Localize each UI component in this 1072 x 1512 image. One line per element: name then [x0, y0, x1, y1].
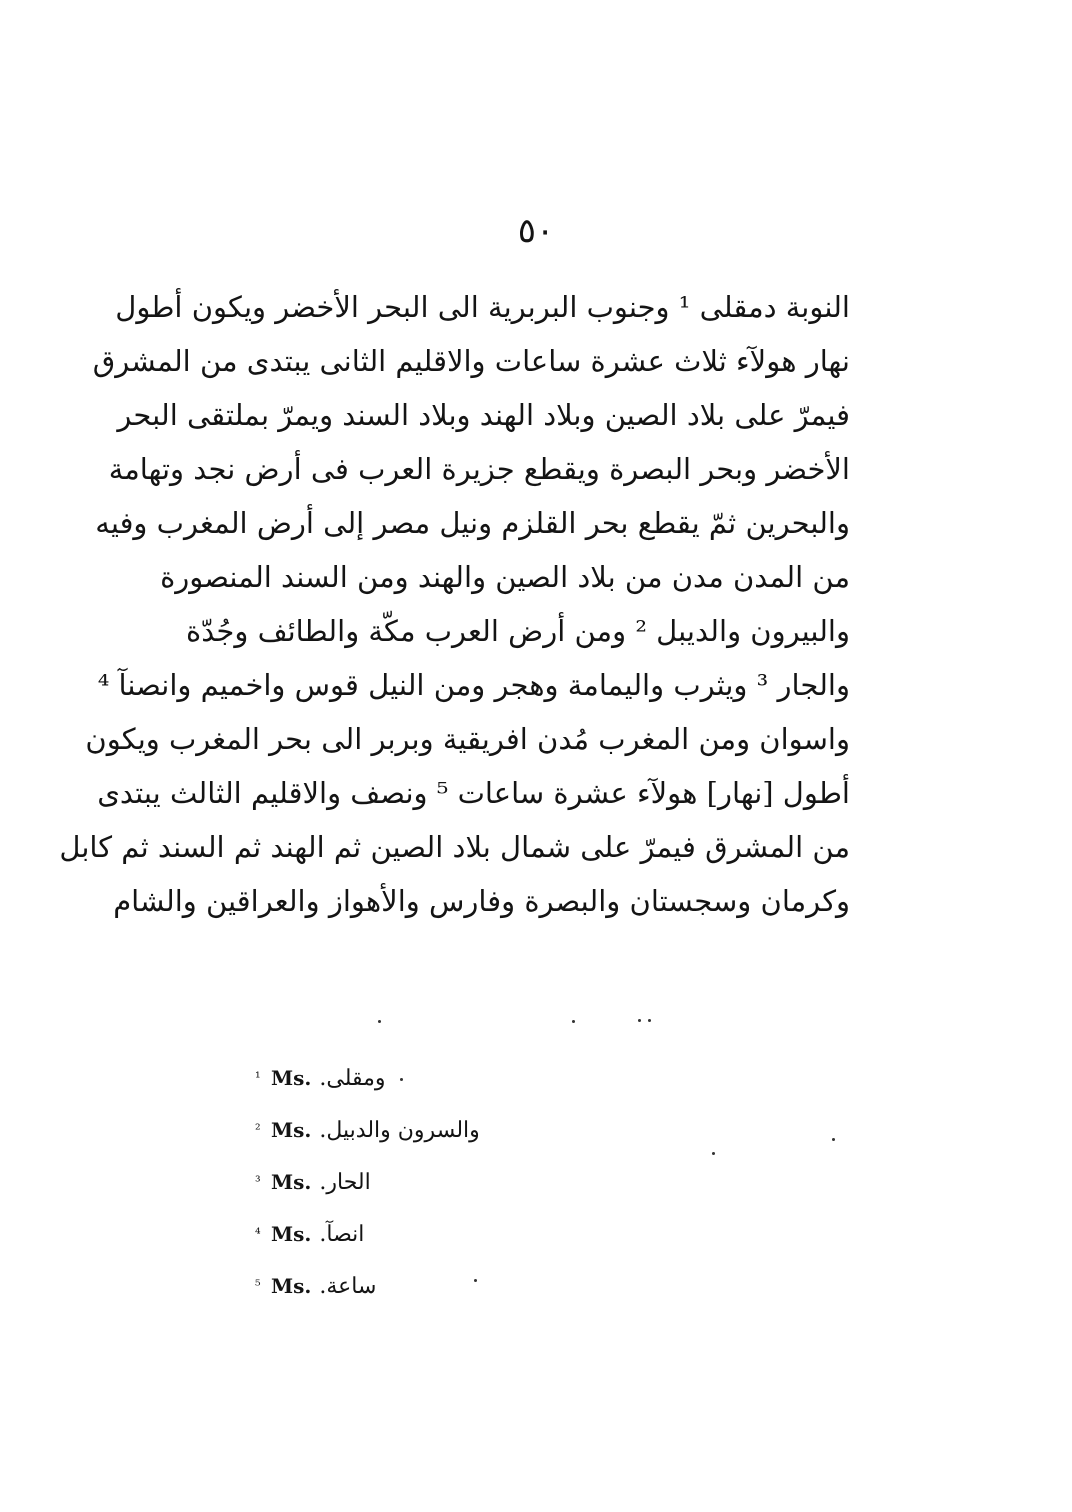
scan-speck	[400, 1078, 403, 1081]
text-line: من المشرق فيمرّ على شمال بلاد الصين ثم الهند ثم السند ثم كابل	[59, 830, 850, 864]
footnote-mark: ²	[255, 1122, 261, 1138]
footnote-text: الحار.	[319, 1169, 371, 1195]
footnote	[255, 1156, 655, 1208]
footnote	[255, 1260, 655, 1312]
scan-speck	[832, 1138, 835, 1141]
scan-speck	[712, 1152, 715, 1155]
footnote-text: والسرون والدبيل.	[319, 1117, 480, 1143]
footnote-mark: ⁵	[255, 1278, 261, 1294]
footnote-mark: ⁴	[255, 1226, 261, 1242]
footnote-ms-label: Ms.	[271, 1274, 312, 1298]
footnote-ms-label: Ms.	[271, 1222, 312, 1246]
footnote	[255, 1104, 655, 1156]
footnote-text: ومقلى.	[319, 1065, 386, 1091]
text-line: واسوان ومن المغرب مُدن افريقية وبربر الى بحر المغرب ويكون	[85, 722, 850, 756]
text-line: والبحرين ثمّ يقطع بحر القلزم ونيل مصر إلى أرض المغرب وفيه	[95, 506, 850, 540]
arabic-body-text	[59, 280, 850, 928]
text-line: الأخضر وبحر البصرة ويقطع جزيرة العرب فى أرض نجد وتهامة	[108, 452, 850, 486]
footnote-mark: ³	[255, 1174, 261, 1190]
text-line: والبيرون والديبل ² ومن أرض العرب مكّة والطائف وجُدّة	[186, 614, 850, 648]
scan-speck	[638, 1019, 641, 1022]
footnote-text: انصآ.	[319, 1221, 365, 1247]
scan-speck	[474, 1279, 477, 1282]
footnote-ms-label: Ms.	[271, 1066, 312, 1090]
text-line: وكرمان وسجستان والبصرة وفارس والأهواز والعراقين والشام	[113, 884, 850, 918]
footnote-ms-label: Ms.	[271, 1170, 312, 1194]
footnote-text: ساعة.	[319, 1273, 377, 1299]
text-line: من المدن مدن من بلاد الصين والهند ومن السند المنصورة	[160, 560, 850, 594]
footnote-mark: ¹	[255, 1070, 261, 1086]
footnote-ms-label: Ms.	[271, 1118, 312, 1142]
footnotes	[255, 1052, 655, 1312]
footnote	[255, 1052, 655, 1104]
page-number: ٥٠	[517, 211, 555, 251]
footnote	[255, 1208, 655, 1260]
text-line: فيمرّ على بلاد الصين وبلاد الهند وبلاد السند ويمرّ بملتقى البحر	[117, 398, 850, 432]
scan-speck	[648, 1019, 651, 1022]
scan-speck	[378, 1020, 381, 1023]
text-line: أطول [نهار] هولآء عشرة ساعات ⁵ ونصف والاقليم الثالث يبتدى	[97, 776, 850, 810]
text-line: نهار هولآء ثلاث عشرة ساعات والاقليم الثانى يبتدى من المشرق	[92, 344, 850, 378]
scan-speck	[572, 1020, 575, 1023]
text-line: النوبة دمقلى ¹ وجنوب البربرية الى البحر الأخضر ويكون أطول	[115, 290, 850, 324]
text-line: والجار ³ ويثرب واليمامة وهجر ومن النيل قوس واخميم وانصنآ ⁴	[97, 668, 850, 702]
